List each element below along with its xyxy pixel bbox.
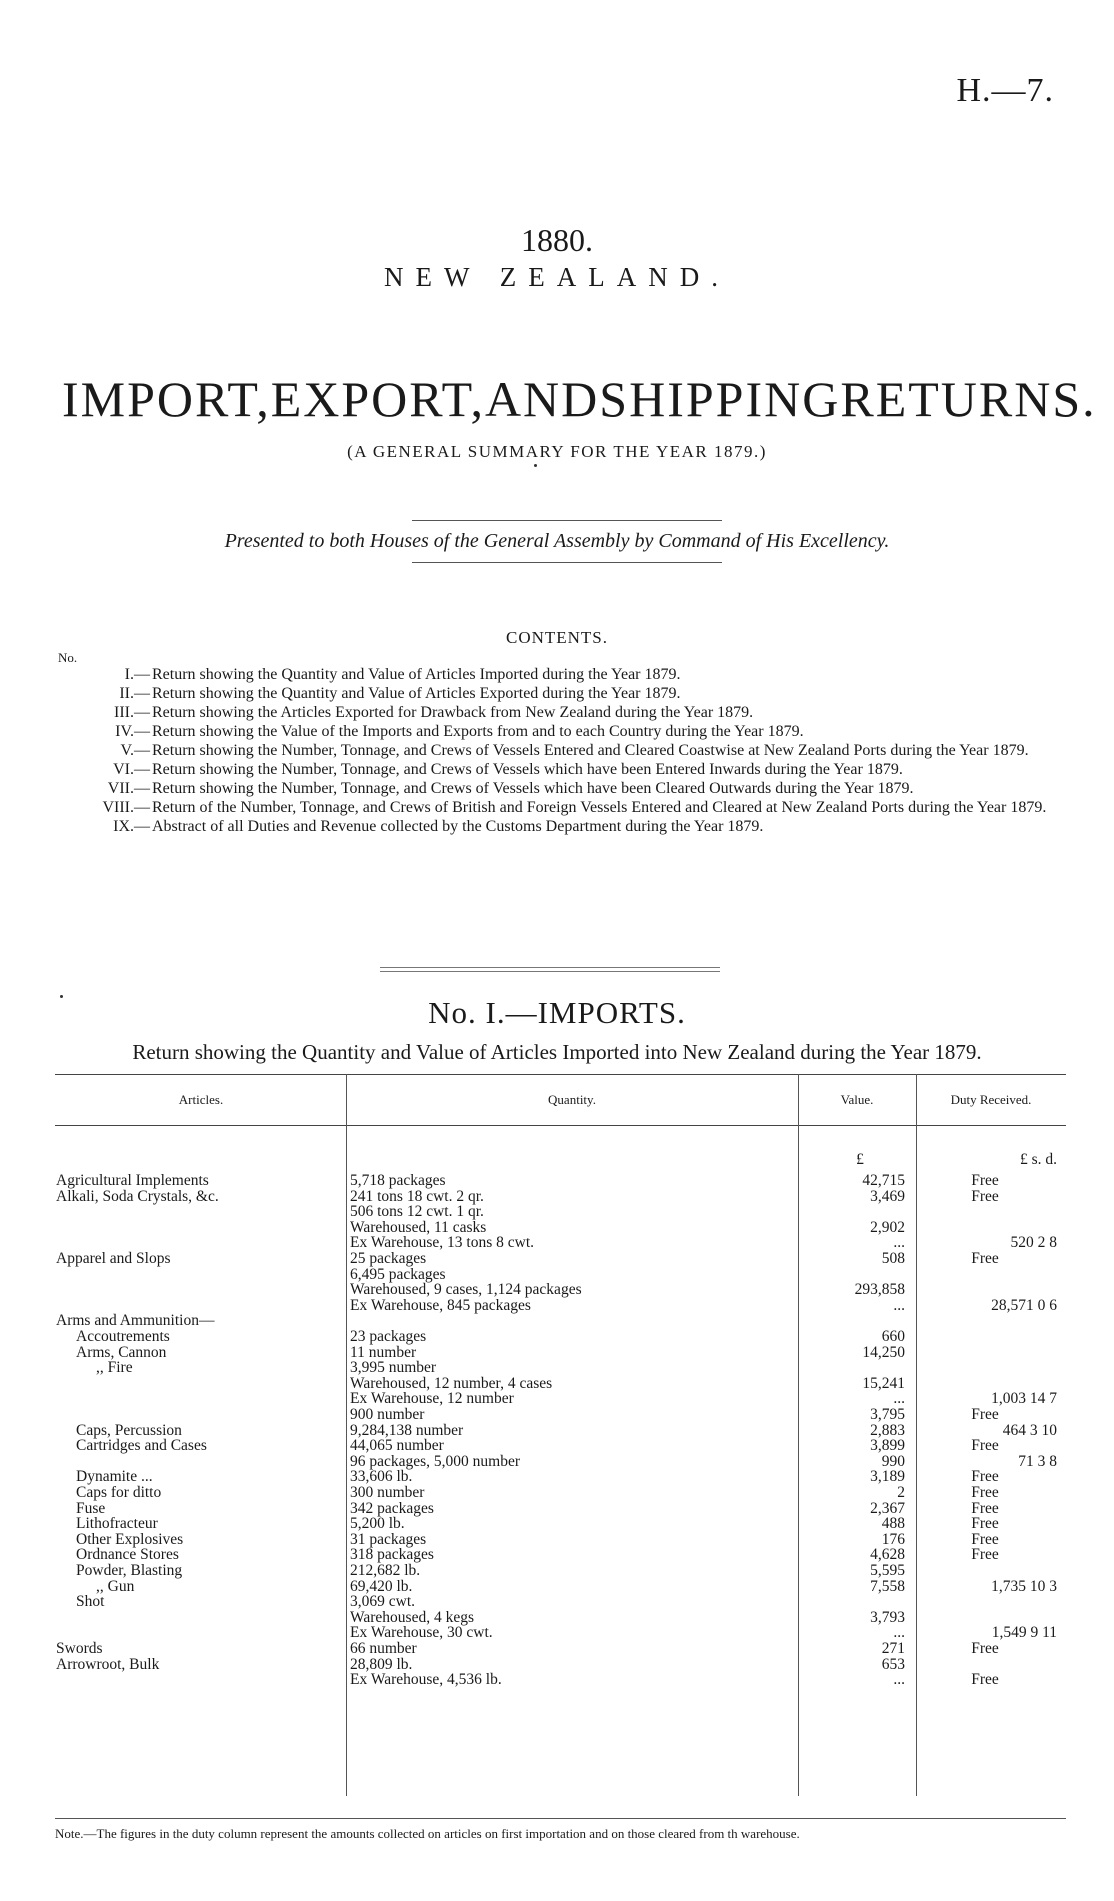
title-word: SHIPPING <box>599 371 841 427</box>
section-caption: Return showing the Quantity and Value of Articles Imported into New Zealand during the Year 1879. <box>132 1040 982 1064</box>
duty-cell: 1,735 10 3 <box>991 1577 1057 1595</box>
quantity-cell: 900 number <box>350 1406 425 1423</box>
duty-cell: Free <box>971 1172 999 1189</box>
contents-item-number: IX.— <box>113 818 150 835</box>
duty-cell: Free <box>971 1546 999 1564</box>
contents-item-text: Return showing the Number, Tonnage, and Crews of Vessels which have been Entered Inwards during the Year 1879. <box>152 761 903 778</box>
contents-item <box>58 723 1058 741</box>
value-cell: 3,189 <box>870 1468 905 1486</box>
contents-item-number: III.— <box>114 704 150 721</box>
value-cell: 660 <box>881 1328 905 1345</box>
contents-item-text: Abstract of all Duties and Revenue collected by the Customs Department during the Year 1879. <box>152 818 764 835</box>
article-cell: Shot <box>76 1593 105 1611</box>
contents-item-text: Return showing the Quantity and Value of Articles Imported during the Year 1879. <box>152 666 681 683</box>
value-cell: 2 <box>897 1484 905 1501</box>
value-cell: 271 <box>881 1640 905 1657</box>
table-top-rule <box>55 1074 1066 1075</box>
duty-cell: Free <box>971 1406 999 1423</box>
footnote-rule <box>55 1818 1066 1819</box>
duty-cell: 28,571 0 6 <box>991 1296 1057 1314</box>
article-cell: Arms and Ammunition— <box>56 1312 215 1330</box>
divider <box>412 520 722 521</box>
title-word: IMPORT, <box>62 371 271 427</box>
value-cell: ... <box>893 1234 905 1252</box>
table-header-rule <box>55 1125 1066 1126</box>
duty-cell: 1,549 9 11 <box>991 1624 1057 1642</box>
subtitle: (A GENERAL SUMMARY FOR THE YEAR 1879.) <box>347 442 767 461</box>
contents-item-text: Return showing the Value of the Imports and Exports from and to each Country during the Year 1879. <box>152 723 804 740</box>
value-cell: 2,883 <box>870 1421 905 1439</box>
article-cell: ,, Gun <box>96 1577 135 1595</box>
quantity-cell: 44,065 number <box>350 1437 444 1455</box>
quantity-cell: 506 tons 12 cwt. 1 qr. <box>350 1203 484 1221</box>
contents-item <box>58 666 1058 684</box>
quantity-cell: 300 number <box>350 1484 425 1501</box>
divider <box>380 967 720 968</box>
value-cell: 4,628 <box>870 1546 905 1564</box>
quantity-cell: 23 packages <box>350 1328 427 1345</box>
value-cell: 990 <box>881 1452 905 1470</box>
contents-item-number: I.— <box>124 666 150 683</box>
article-cell: Swords <box>56 1640 103 1657</box>
quantity-cell: Warehoused, 12 number, 4 cases <box>350 1374 553 1392</box>
quantity-cell: 5,200 lb. <box>350 1515 405 1533</box>
contents-item <box>58 799 1058 817</box>
title-word: EXPORT, <box>270 371 485 427</box>
contents-item <box>58 685 1058 703</box>
article-cell: Caps, Percussion <box>76 1421 182 1439</box>
quantity-cell: 28,809 lb. <box>350 1655 413 1673</box>
quantity-cell: Warehoused, 4 kegs <box>350 1608 475 1626</box>
quantity-cell: Ex Warehouse, 845 packages <box>350 1296 531 1314</box>
value-cell: 2,367 <box>870 1499 905 1517</box>
value-cell: ... <box>893 1624 905 1642</box>
article-cell: Cartridges and Cases <box>76 1437 207 1455</box>
value-cell: 3,899 <box>870 1437 905 1455</box>
quantity-cell: 31 packages <box>350 1530 427 1548</box>
header-duty: Duty Received. <box>950 1092 1032 1107</box>
quantity-cell: 5,718 packages <box>350 1172 446 1189</box>
header-value: Value. <box>840 1092 874 1107</box>
duty-cell: 464 3 10 <box>1002 1421 1057 1439</box>
quantity-cell: 241 tons 18 cwt. 2 qr. <box>350 1187 484 1205</box>
quantity-cell: Ex Warehouse, 30 cwt. <box>350 1624 493 1642</box>
quantity-cell: 9,284,138 number <box>350 1421 464 1439</box>
value-cell: ... <box>893 1296 905 1314</box>
contents-item <box>58 742 1058 760</box>
value-cell: 3,469 <box>870 1187 905 1205</box>
contents-item-number: VII.— <box>107 780 150 797</box>
document-reference: H.—7. <box>956 72 1054 109</box>
article-cell: Caps for ditto <box>76 1484 162 1501</box>
article-cell: ,, Fire <box>96 1359 133 1377</box>
duty-cell: Free <box>971 1515 999 1533</box>
contents-item-text: Return showing the Articles Exported for Drawback from New Zealand during the Year 1879. <box>152 704 754 721</box>
divider <box>380 971 720 972</box>
title-word: RETURNS. <box>840 371 1097 427</box>
article-cell: Arms, Cannon <box>76 1343 167 1361</box>
section-title: No. I.—IMPORTS. <box>428 995 686 1030</box>
duty-cell: Free <box>971 1468 999 1486</box>
value-cell: ... <box>893 1671 905 1689</box>
main-title <box>62 370 1097 428</box>
quantity-cell: 96 packages, 5,000 number <box>350 1452 521 1470</box>
contents-item <box>58 780 1058 798</box>
quantity-cell: 318 packages <box>350 1546 434 1564</box>
article-cell: Ordnance Stores <box>76 1546 179 1564</box>
article-cell: Other Explosives <box>76 1530 184 1548</box>
header-articles: Articles. <box>178 1092 224 1107</box>
quantity-cell: Warehoused, 9 cases, 1,124 packages <box>350 1281 582 1299</box>
contents-item-number: V.— <box>120 742 150 759</box>
value-cell: 5,595 <box>870 1562 905 1579</box>
quantity-cell: Ex Warehouse, 4,536 lb. <box>350 1671 502 1689</box>
value-cell: 176 <box>881 1530 905 1548</box>
contents-item-number: VI.— <box>113 761 150 778</box>
contents-item-text: Return of the Number, Tonnage, and Crews of British and Foreign Vessels Entered and Cleared at New Zealand Ports during the Year 1879. <box>152 799 1047 816</box>
duty-unit: £ s. d. <box>1019 1151 1057 1168</box>
quantity-cell: Ex Warehouse, 12 number <box>350 1390 514 1408</box>
contents-item-number: IV.— <box>115 723 150 740</box>
contents-item <box>58 761 1058 779</box>
units-row <box>0 1150 1114 1169</box>
article-cell: Arrowroot, Bulk <box>56 1655 160 1673</box>
duty-cell: Free <box>971 1437 999 1455</box>
contents-item-text: Return showing the Number, Tonnage, and Crews of Vessels which have been Cleared Outwards during the Year 1879. <box>152 780 914 797</box>
duty-cell: Free <box>971 1530 999 1548</box>
duty-cell: Free <box>971 1250 999 1267</box>
article-cell: Powder, Blasting <box>76 1562 183 1579</box>
value-cell: 508 <box>881 1250 905 1267</box>
duty-cell: 520 2 8 <box>1010 1234 1057 1252</box>
contents-item-number: II.— <box>119 685 150 702</box>
quantity-cell: Ex Warehouse, 13 tons 8 cwt. <box>350 1234 535 1252</box>
header-quantity: Quantity. <box>548 1092 596 1107</box>
value-cell: ... <box>893 1390 905 1408</box>
contents-title: CONTENTS. <box>505 628 609 647</box>
contents-item-text: Return showing the Number, Tonnage, and Crews of Vessels Entered and Cleared Coastwise at New Zealand Ports during the Year 1879. <box>152 742 1029 759</box>
publication-year: 1880. <box>521 222 593 258</box>
quantity-cell: 342 packages <box>350 1499 434 1517</box>
quantity-cell: 3,995 number <box>350 1359 437 1377</box>
value-cell: 2,902 <box>870 1218 905 1236</box>
quantity-cell: 212,682 lb. <box>350 1562 421 1579</box>
duty-cell: 71 3 8 <box>1018 1452 1057 1470</box>
quantity-cell: 11 number <box>350 1343 417 1361</box>
value-cell: 7,558 <box>870 1577 905 1595</box>
duty-cell: Free <box>971 1499 999 1517</box>
value-cell: 293,858 <box>854 1281 905 1299</box>
contents-item <box>58 818 1058 836</box>
divider <box>412 562 722 563</box>
duty-cell: 1,003 14 7 <box>991 1390 1057 1408</box>
duty-cell: Free <box>971 1187 999 1205</box>
article-cell: Lithofracteur <box>76 1515 158 1533</box>
quantity-cell: 66 number <box>350 1640 417 1657</box>
decorative-dot <box>534 464 537 467</box>
quantity-cell: 25 packages <box>350 1250 427 1267</box>
quantity-cell: Warehoused, 11 casks <box>350 1218 487 1236</box>
article-cell: Agricultural Implements <box>56 1172 209 1189</box>
value-unit: £ <box>856 1151 864 1168</box>
quantity-cell: 3,069 cwt. <box>350 1593 416 1611</box>
value-cell: 14,250 <box>862 1343 905 1361</box>
duty-cell: Free <box>971 1640 999 1657</box>
quantity-cell: 6,495 packages <box>350 1265 446 1283</box>
contents-list <box>58 666 1058 837</box>
country-heading: NEW ZEALAND. <box>384 262 730 292</box>
contents-item-text: Return showing the Quantity and Value of Articles Exported during the Year 1879. <box>152 685 681 702</box>
contents-no-label: No. <box>58 650 78 665</box>
value-cell: 15,241 <box>862 1374 905 1392</box>
contents-item <box>58 704 1058 722</box>
contents-item-number: VIII.— <box>102 799 150 816</box>
value-cell: 3,795 <box>870 1406 905 1423</box>
duty-cell: Free <box>971 1484 999 1501</box>
article-cell: Accoutrements <box>76 1328 170 1345</box>
table-row <box>0 1670 1114 1689</box>
value-cell: 42,715 <box>862 1172 905 1189</box>
article-cell: Alkali, Soda Crystals, &c. <box>56 1187 219 1205</box>
footnote: Note.—The figures in the duty column represent the amounts collected on articles on first importation and on those cleared from th warehouse. <box>55 1826 800 1841</box>
value-cell: 488 <box>881 1515 905 1533</box>
value-cell: 3,793 <box>870 1608 905 1626</box>
article-cell: Fuse <box>76 1499 106 1517</box>
value-cell: 653 <box>881 1655 905 1673</box>
article-cell: Dynamite ... <box>76 1468 153 1486</box>
quantity-cell: 33,606 lb. <box>350 1468 413 1486</box>
article-cell: Apparel and Slops <box>56 1250 171 1267</box>
title-word: AND <box>484 371 600 427</box>
duty-cell: Free <box>971 1671 999 1689</box>
quantity-cell: 69,420 lb. <box>350 1577 413 1595</box>
presented-line: Presented to both Houses of the General Assembly by Command of His Excellency. <box>224 530 890 552</box>
